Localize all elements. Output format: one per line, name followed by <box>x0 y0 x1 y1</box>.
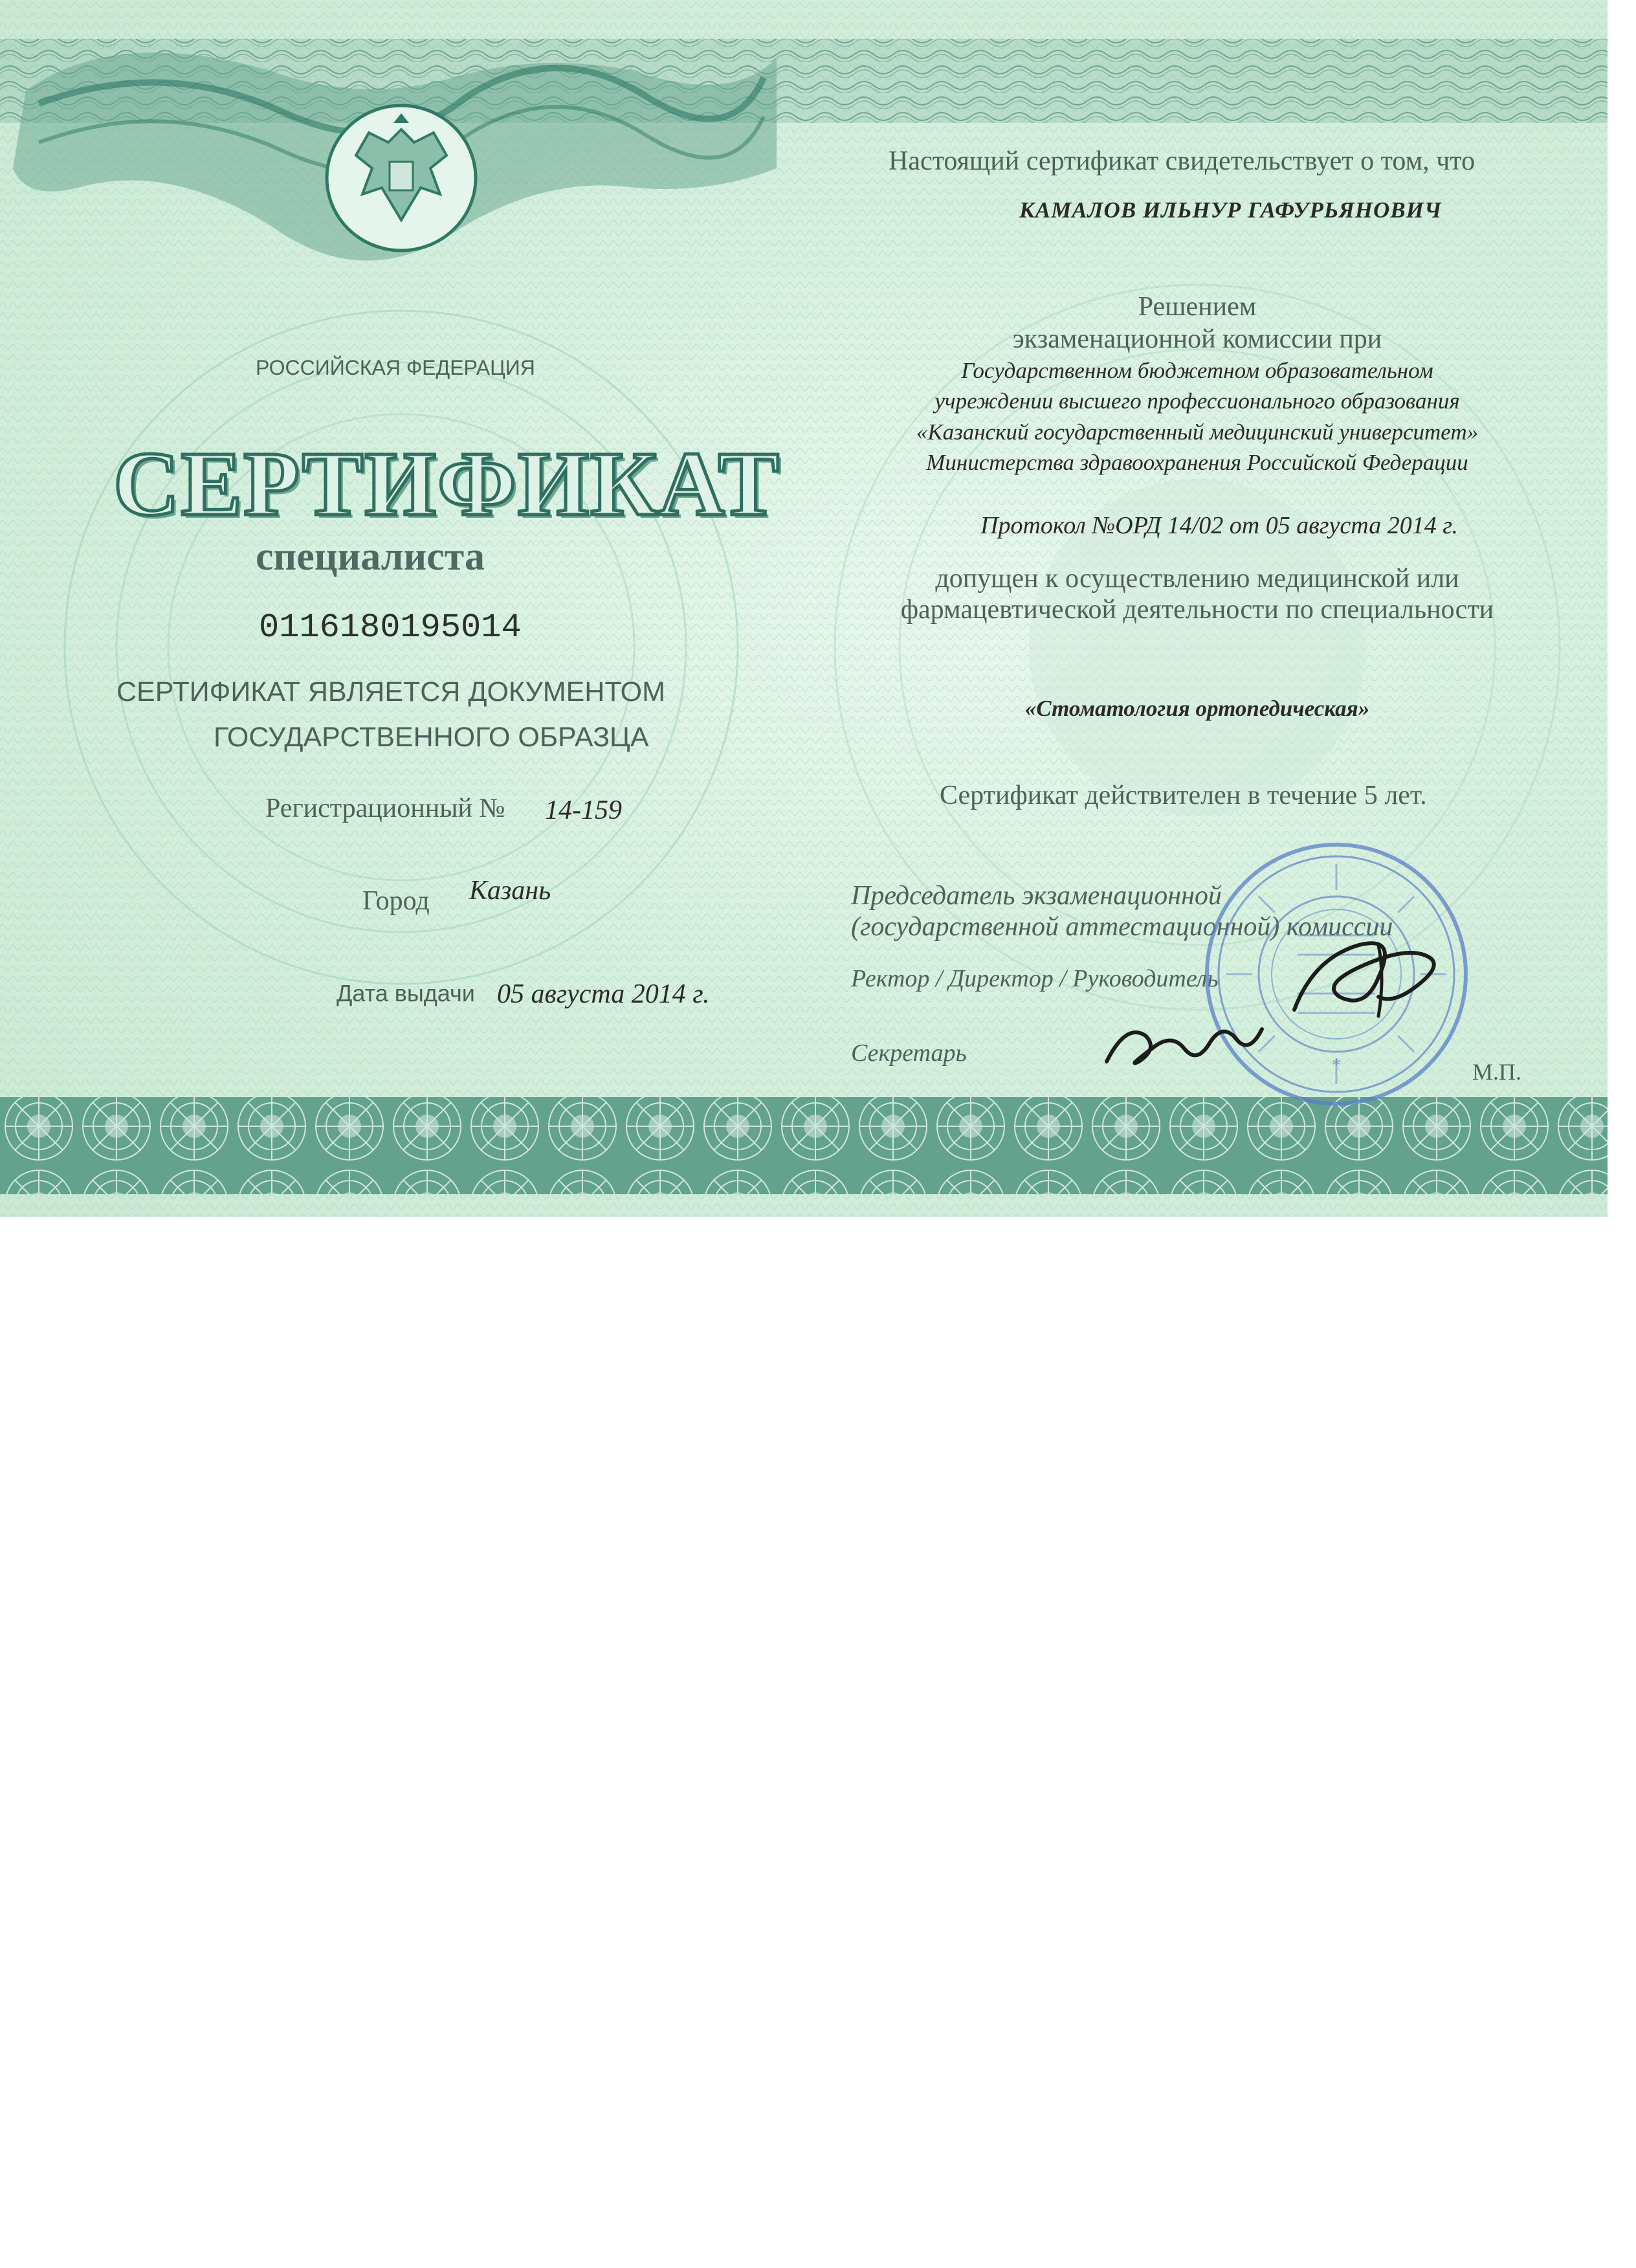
serial-number: 0116180195014 <box>259 608 522 647</box>
organization-line-1: Государственном бюджетном образовательном <box>961 358 1433 383</box>
chairman-line-1: Председатель экзаменационной <box>851 881 1222 911</box>
city-value: Казань <box>469 876 551 906</box>
city-label: Город <box>362 886 430 916</box>
svg-text:*: * <box>1332 1056 1341 1076</box>
certificate-subtitle: специалиста <box>256 535 485 579</box>
secretary-signature <box>1100 1003 1268 1081</box>
specialty: «Стоматология ортопедическая» <box>1024 696 1370 721</box>
holder-name: КАМАЛОВ ИЛЬНУР ГАФУРЬЯНОВИЧ <box>1019 197 1443 223</box>
chairman-line-2: (государственной аттестационной) комиссии <box>851 912 1393 942</box>
registration-label: Регистрационный № <box>265 794 505 823</box>
admission-line-2: фармацевтической деятельности по специальности <box>900 595 1494 625</box>
validity-statement: Сертификат действителен в течение 5 лет. <box>940 781 1427 810</box>
seal-place-label: М.П. <box>1472 1059 1522 1085</box>
state-document-line-2: ГОСУДАРСТВЕННОГО ОБРАЗЦА <box>214 722 649 753</box>
double-headed-eagle-icon <box>317 97 485 259</box>
admission-line-1: допущен к осуществлению медицинской или <box>935 564 1459 594</box>
header-statement: Настоящий сертификат свидетельствует о том, что <box>889 146 1476 176</box>
issue-date-value: 05 августа 2014 г. <box>497 979 710 1009</box>
protocol-line: Протокол №ОРД 14/02 от 05 августа 2014 г. <box>980 512 1459 539</box>
organization-line-3: «Казанский государственный медицинский университет» <box>916 419 1479 445</box>
decision-line: экзаменационной комиссии при <box>1012 324 1382 354</box>
issue-date-label: Дата выдачи <box>337 980 475 1006</box>
certificate-title: СЕРТИФИКАТ <box>113 432 781 535</box>
organization-line-4: Министерства здравоохранения Российской Федерации <box>926 450 1468 475</box>
rector-line: Ректор / Директор / Руководитель <box>851 965 1219 992</box>
chairman-signature <box>1281 919 1450 1036</box>
state-document-line-1: СЕРТИФИКАТ ЯВЛЯЕТСЯ ДОКУМЕНТОМ <box>116 676 665 707</box>
organization-line-2: учреждении высшего профессионального образования <box>934 388 1460 414</box>
country-label: РОССИЙСКАЯ ФЕДЕРАЦИЯ <box>256 356 535 379</box>
secretary-label: Секретарь <box>851 1040 967 1067</box>
registration-number: 14-159 <box>545 795 622 825</box>
decision-word: Решением <box>1138 292 1257 322</box>
